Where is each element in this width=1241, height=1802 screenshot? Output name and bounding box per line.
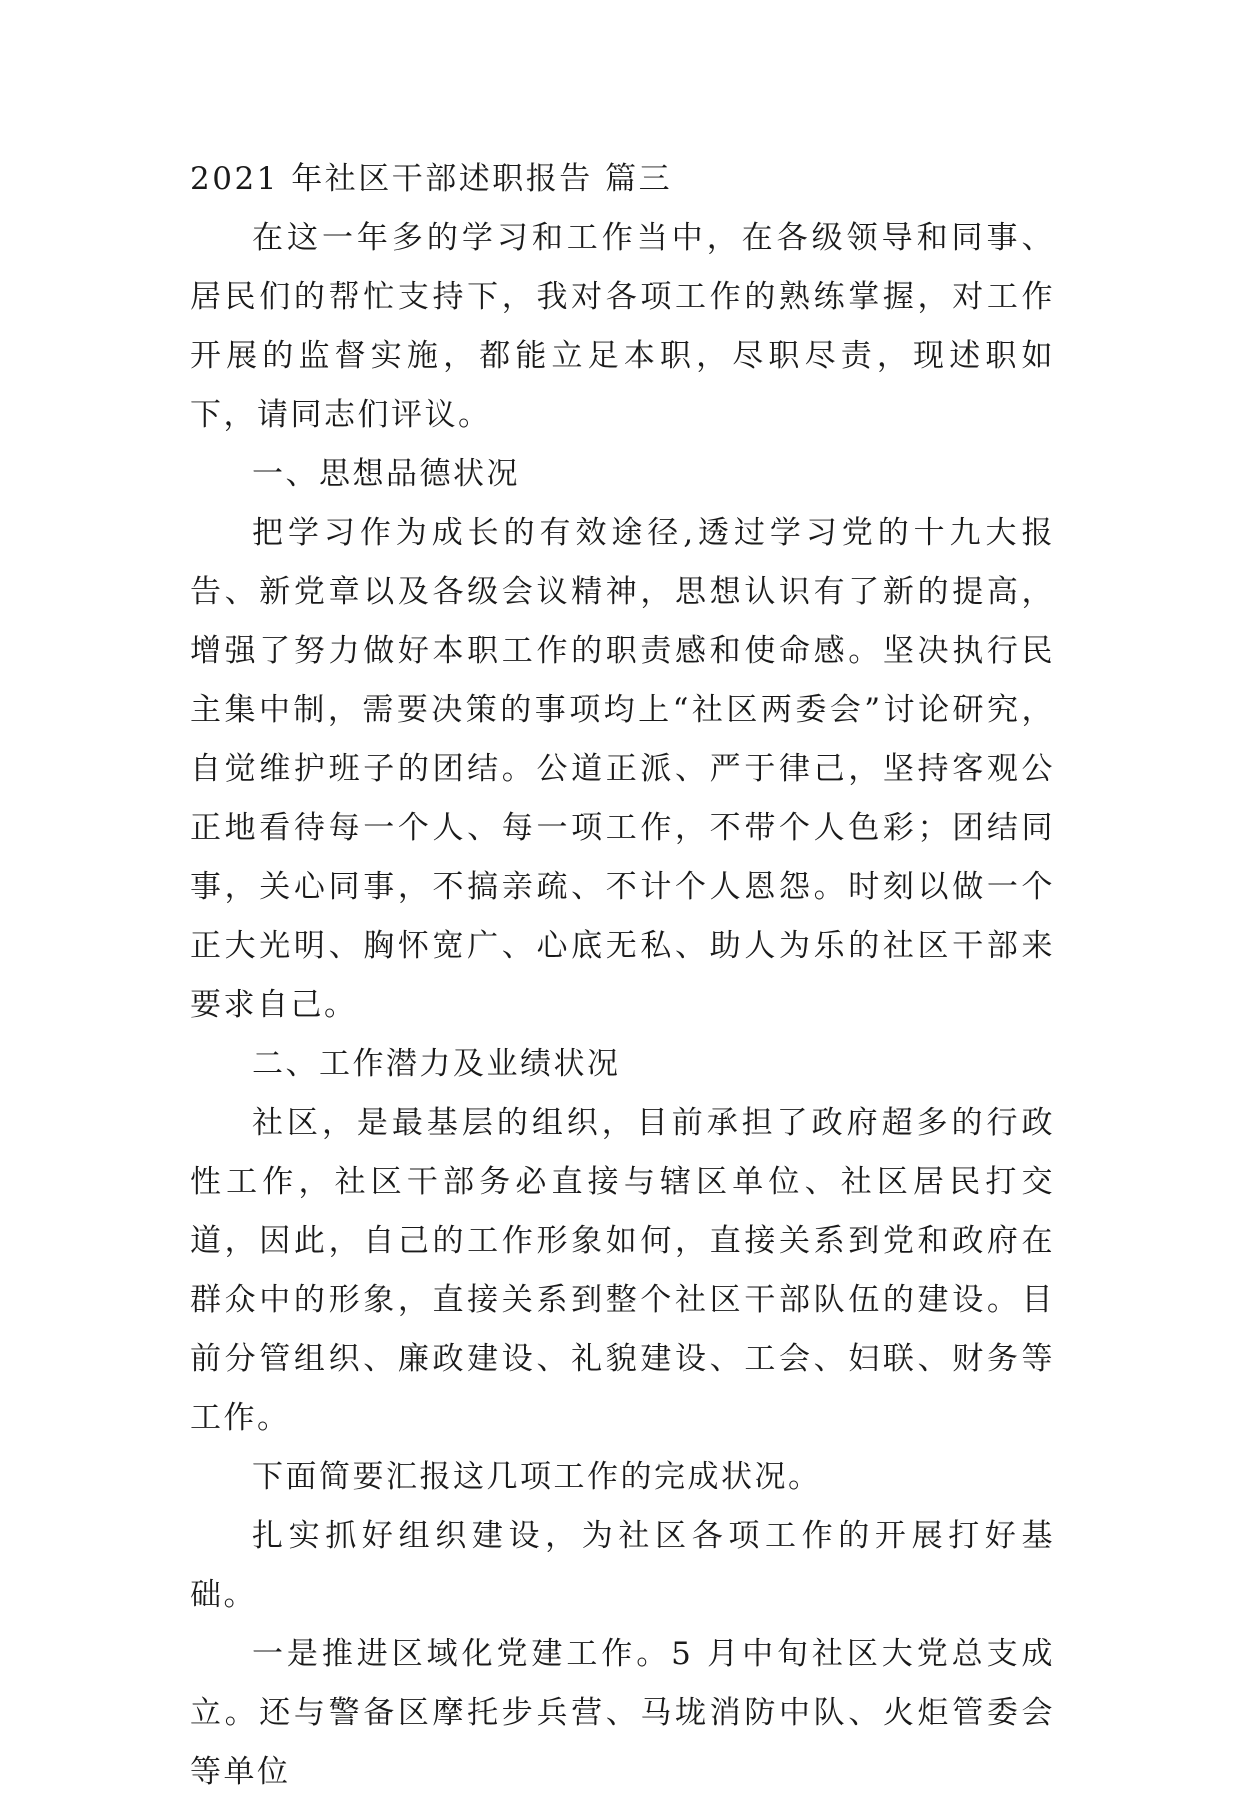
section-heading-1: 一、思想品德状况 bbox=[252, 456, 520, 492]
paragraph-item-1: 一是推进区域化党建工作。5 月中旬社区大党总支成立。还与警备区摩托步兵营、马垅消防中队、火炬管委会等单位 bbox=[190, 1636, 1055, 1790]
section-heading-2: 二、工作潜力及业绩状况 bbox=[252, 1046, 621, 1082]
paragraph-org-building: 扎实抓好组织建设，为社区各项工作的开展打好基础。 bbox=[190, 1518, 1055, 1613]
paragraph-section-2: 社区，是最基层的组织，目前承担了政府超多的行政性工作，社区干部务必直接与辖区单位、社区居民打交道，因此，自己的工作形象如何，直接关系到党和政府在群众中的形象，直接关系到整个社区干部队伍的建设。目前分管组织、廉政建设、礼貌建设、工会、妇联、财务等工作。 bbox=[190, 1105, 1055, 1436]
paragraph-summary-intro: 下面简要汇报这几项工作的完成状况。 bbox=[252, 1459, 822, 1495]
document-body bbox=[190, 150, 1055, 1802]
paragraph-intro: 在这一年多的学习和工作当中，在各级领导和同事、居民们的帮忙支持下，我对各项工作的熟练掌握，对工作开展的监督实施，都能立足本职，尽职尽责，现述职如下，请同志们评议。 bbox=[190, 220, 1055, 433]
document-title: 2021 年社区干部述职报告 篇三 bbox=[190, 161, 673, 197]
paragraph-section-1: 把学习作为成长的有效途径,透过学习党的十九大报告、新党章以及各级会议精神，思想认识有了新的提高，增强了努力做好本职工作的职责感和使命感。坚决执行民主集中制，需要决策的事项均上“社区两委会”讨论研究，自觉维护班子的团结。公道正派、严于律己，坚持客观公正地看待每一个人、每一项工作，不带个人色彩；团结同事，关心同事，不搞亲疏、不计个人恩怨。时刻以做一个正大光明、胸怀宽广、心底无私、助人为乐的社区干部来要求自己。 bbox=[190, 515, 1055, 1023]
